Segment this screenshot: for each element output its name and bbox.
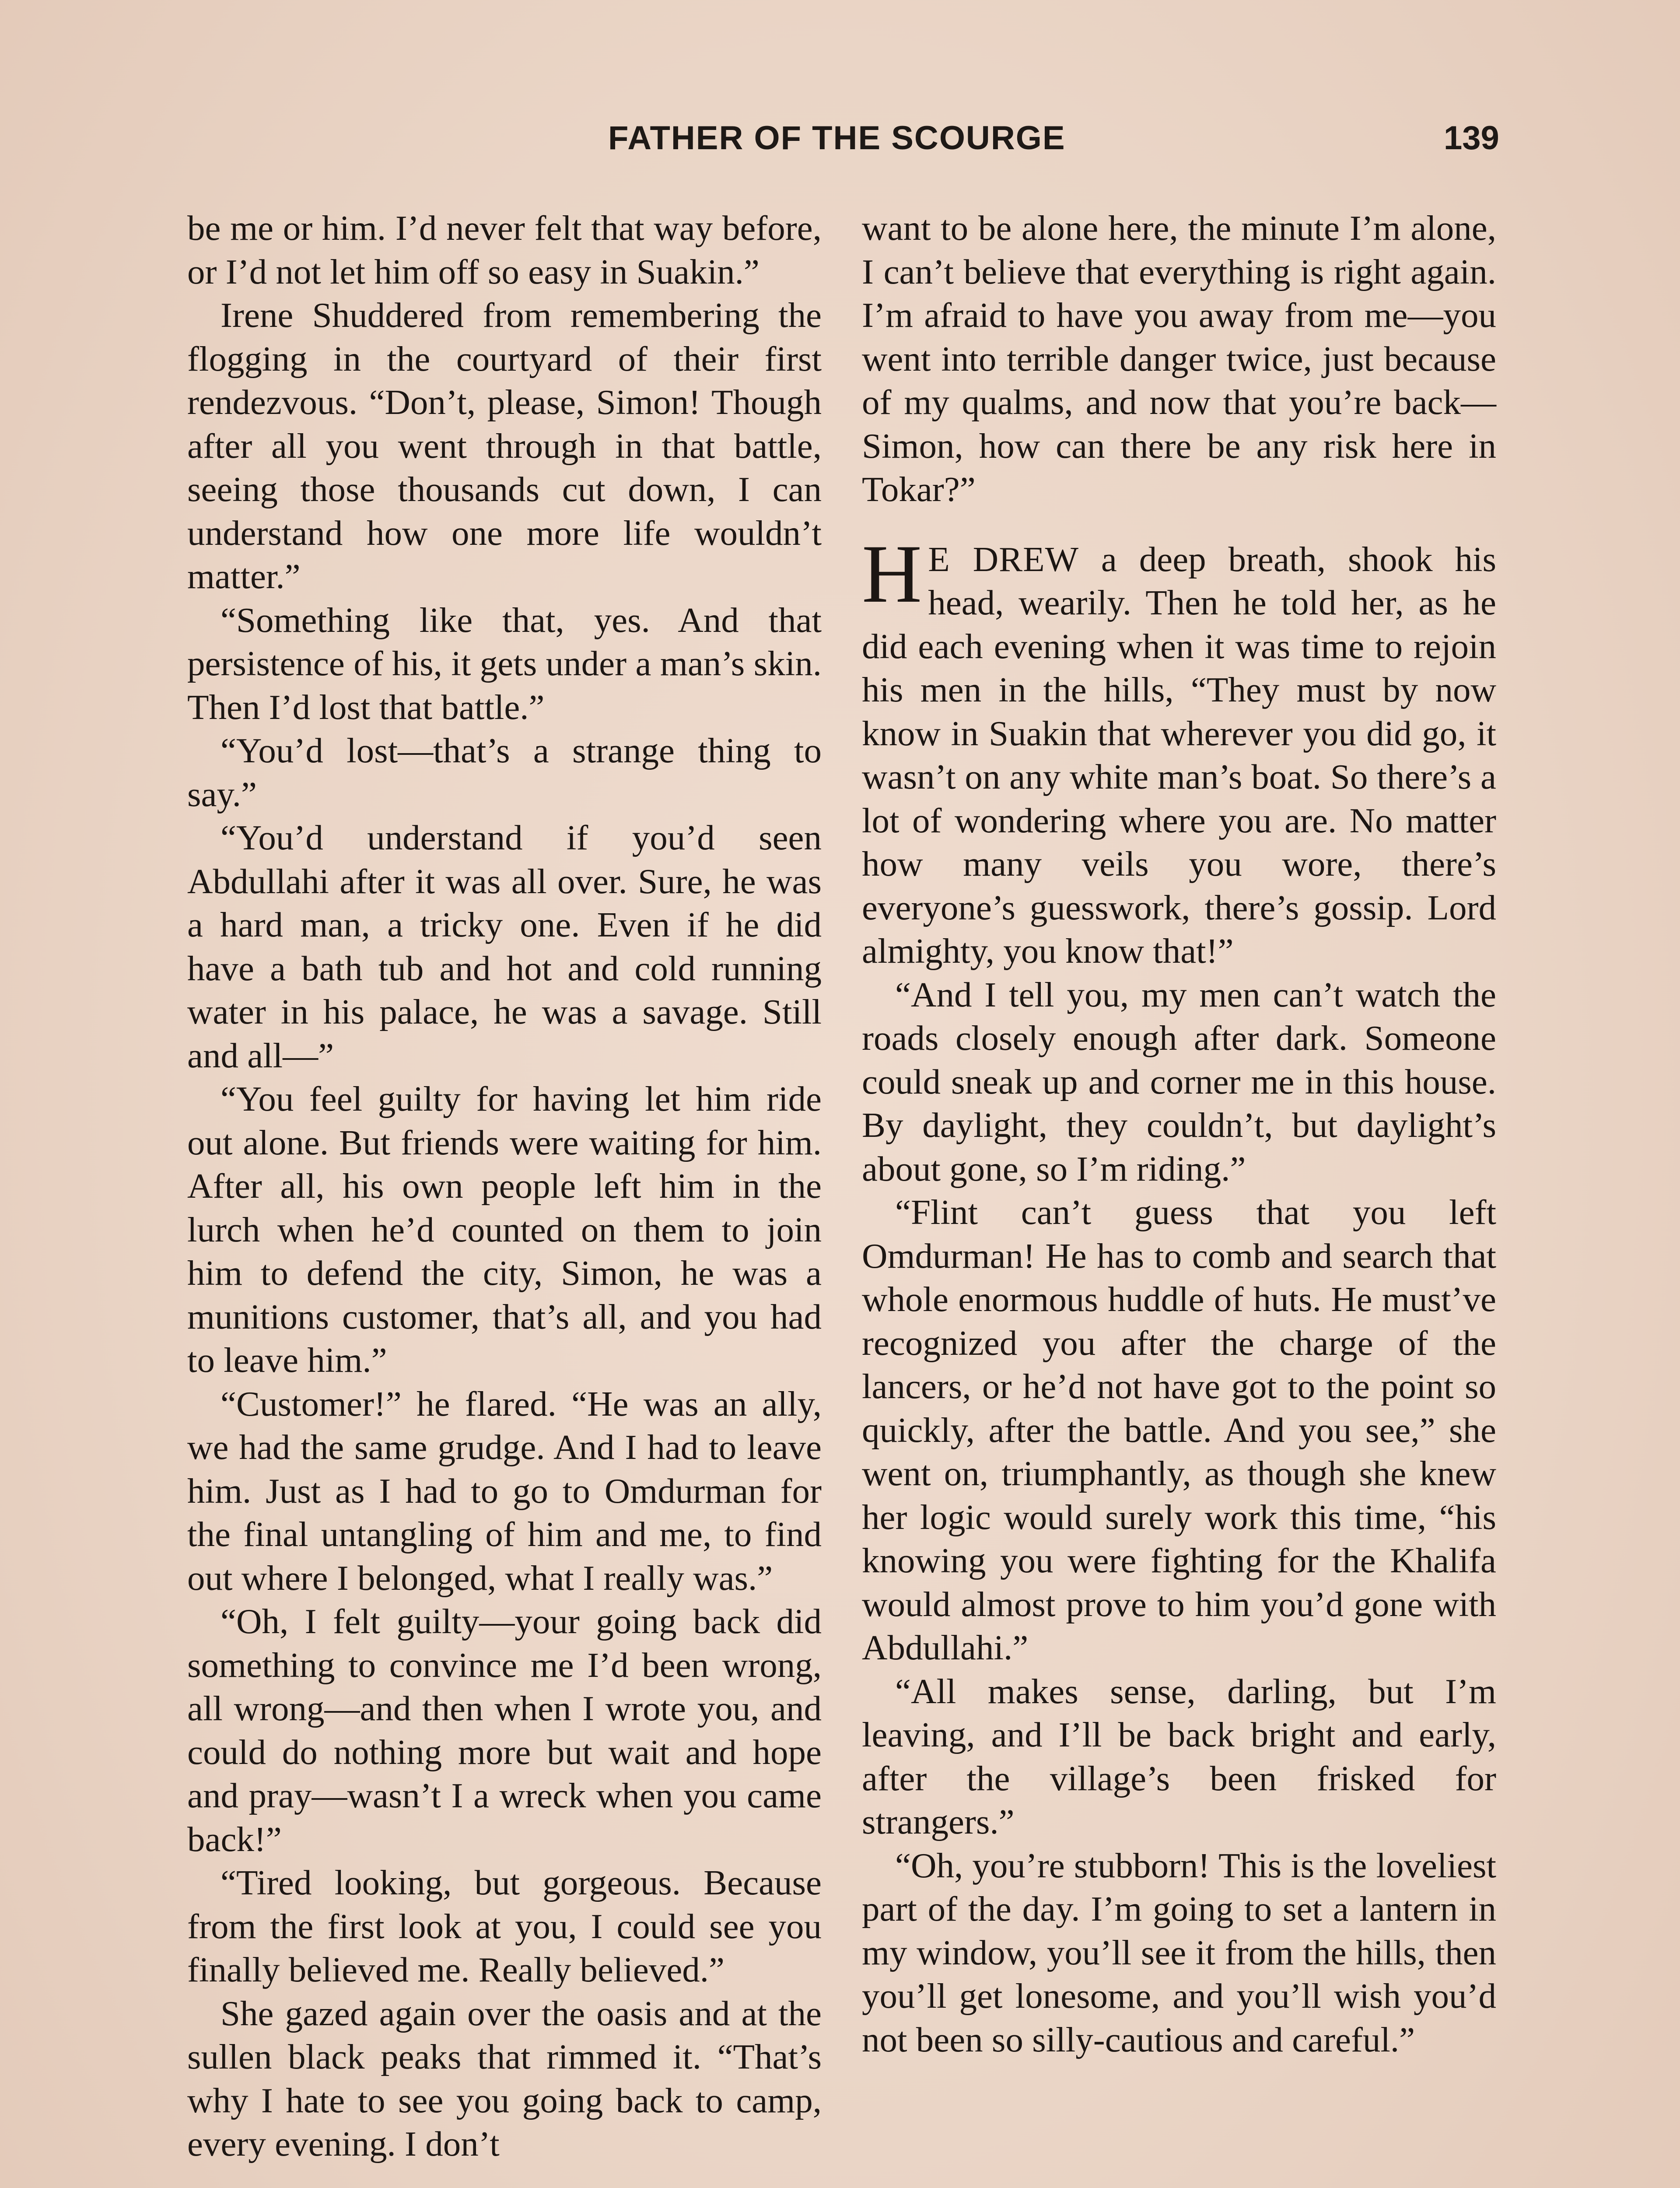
paragraph: “You’d understand if you’d seen Abdullahi after it was all over. Sure, he was a hard man, a tricky one. Even if he did have a bath tub and hot and cold running water in his palace, he was a savage. Still and all—”: [187, 818, 822, 1075]
paragraph: “Customer!” he flared. “He was an ally, we had the same grudge. And I had to leave him. Just as I had to go to Omdurman for the final untangling of him and me, to find out where I belonged, what I really was.”: [187, 1384, 822, 1598]
section-opening-paragraph: [862, 528, 1496, 973]
page-number: 139: [1444, 119, 1499, 157]
drop-cap: H: [862, 528, 922, 620]
paragraph: “Oh, I felt guilty—your going back did something to convince me I’d been wrong, all wrong—and then when I wrote you, and could do nothing more but wait and hope and pray—wasn’t I a wreck when you came back!”: [187, 1602, 822, 1859]
paragraph: “Something like that, yes. And that persistence of his, it gets under a man’s skin. Then I’d lost that battle.”: [187, 600, 822, 727]
paragraph: Irene Shuddered from remembering the flogging in the courtyard of their first rendezvous. “Don’t, please, Simon! Though after all you went through in that battle, seeing those thousands cut down, I can understand how one more life wouldn’t matter.”: [187, 295, 822, 596]
paragraph: “And I tell you, my men can’t watch the roads closely enough after dark. Someone could sneak up and corner me in this house. By daylight, they couldn’t, but daylight’s about gone, so I’m riding.”: [862, 975, 1496, 1189]
right-column: [862, 207, 1496, 2062]
paragraph: “You feel guilty for having let him ride out alone. But friends were waiting for him. After all, his own people left him in the lurch when he’d counted on them to join him to defend the city, Simon, he was a munitions customer, that’s all, and you had to leave him.”: [187, 1079, 822, 1380]
paragraph: “All makes sense, darling, but I’m leaving, and I’ll be back bright and early, after the village’s been frisked for strangers.”: [862, 1671, 1496, 1841]
paragraph: “Oh, you’re stubborn! This is the loveliest part of the day. I’m going to set a lantern in my window, you’ll see it from the hills, then you’ll get lonesome, and you’ll wish you’d not been so silly-cautious and careful.”: [862, 1845, 1496, 2059]
opening-caps: E DREW: [928, 539, 1079, 579]
paragraph: be me or him. I’d never felt that way before, or I’d not let him off so easy in Suakin.”: [187, 208, 822, 291]
paragraph: want to be alone here, the minute I’m alone, I can’t believe that everything is right again. I’m afraid to have you away from me—you went into terrible danger twice, just because of my qualms, and now that you’re back—Simon, how can there be any risk here in Tokar?”: [862, 208, 1496, 509]
opening-text: a deep breath, shook his head, wearily. Then he told her, as he did each evening when it was time to rejoin his men in the hills, “They must by now know in Suakin that wherever you did go, it wasn’t on any white man’s boat. So there’s a lot of wondering where you are. No matter how many veils you wore, there’s everyone’s guesswork, there’s gossip. Lord almighty, you know that!”: [862, 539, 1496, 971]
running-head: FATHER OF THE SCOURGE: [608, 119, 1066, 157]
paragraph: “You’d lost—that’s a strange thing to say.”: [187, 731, 822, 814]
paragraph: “Tired looking, but gorgeous. Because from the first look at you, I could see you finally believed me. Really believed.”: [187, 1863, 822, 1989]
paragraph: She gazed again over the oasis and at the sullen black peaks that rimmed it. “That’s why I hate to see you going back to camp, every evening. I don’t: [187, 1993, 822, 2163]
left-column: [187, 207, 822, 2166]
paragraph: “Flint can’t guess that you left Omdurman! He has to comb and search that whole enormous huddle of huts. He must’ve recognized you after the charge of the lancers, or he’d not have got to the point so quickly, after the battle. And you see,” she went on, triumphantly, as though she knew her logic would surely work this time, “his knowing you were fighting for the Khalifa would almost prove to him you’d gone with Abdullahi.”: [862, 1192, 1496, 1667]
